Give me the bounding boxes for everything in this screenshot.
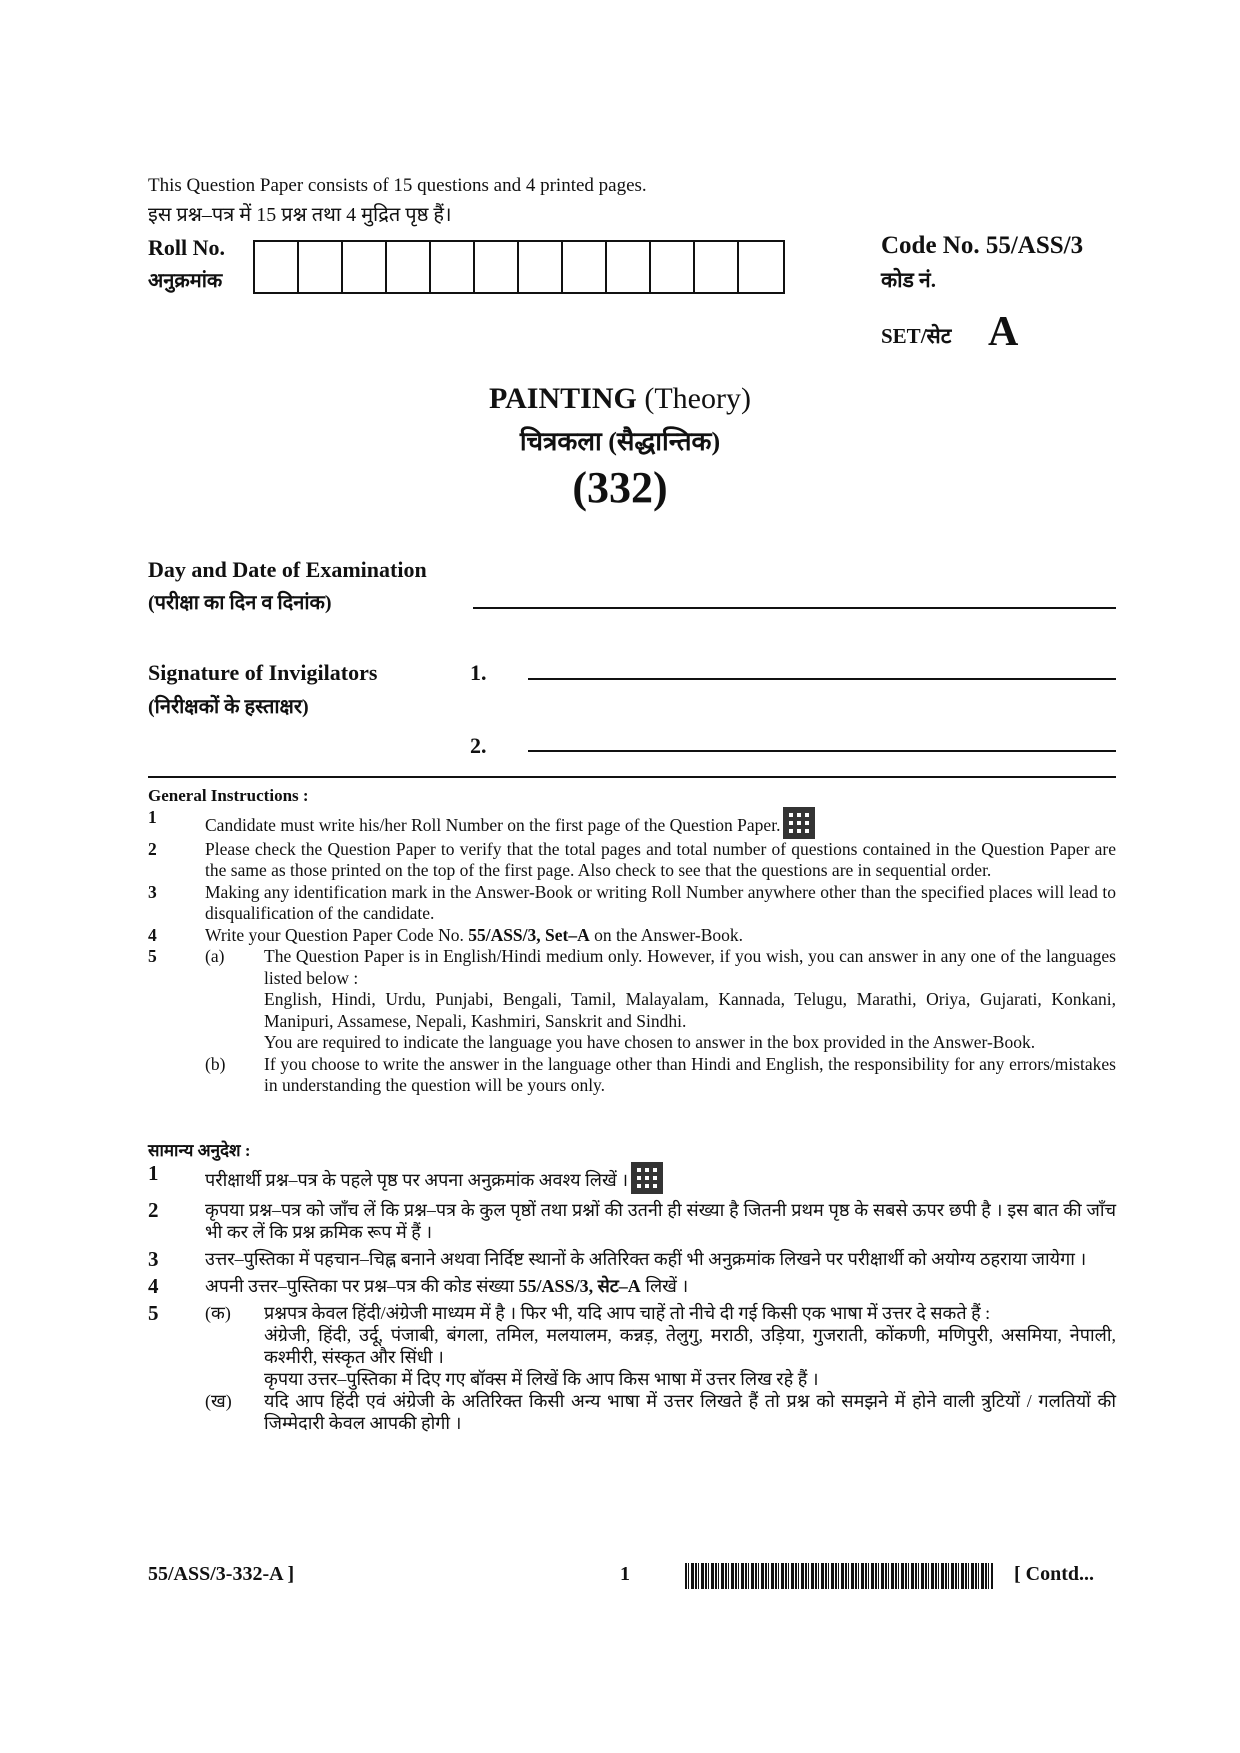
roll-box[interactable] [739,242,783,292]
subject-title: PAINTING (Theory) [489,382,751,415]
subject-title-hi: चित्रकला (सैद्धान्तिक) [519,427,721,456]
roll-box[interactable] [299,242,343,292]
roll-box[interactable] [387,242,431,292]
footer-contd: [ Contd... [1014,1563,1095,1585]
instruction-item: (b) If you choose to write the answer in the language other than Hindi and English, the responsibility for any errors/mistakes in understanding the question will be yours only. [205,1053,1116,1095]
instruction-item: 4 Write your Question Paper Code No. 55/ASS/3, Set–A on the Answer-Book. [148,924,743,945]
set-letter: A [988,309,1019,355]
roll-box[interactable] [607,242,651,292]
qr-code-icon [631,1162,663,1194]
instruction-item-hi: 5 (क) प्रश्नपत्र केवल हिंदी/अंग्रेजी माध्यम में है । फिर भी, यदि आप चाहें तो नीचे दी गई किसी एक भाषा में उत्तर दे सकते हैं : अंग्रेजी, हिंदी, उर्दू, पंजाबी, बंगला, तमिल, मलयालम, कन्नड़, तेलुगु, मराठी, उड़िया, गुजराती, कोंकणी, मणिपुरी, असमिया, नेपाली, कश्मीरी, संस्कृत और सिंधी । कृपया उत्तर–पुस्तिका में दिए गए बॉक्स में लिखें कि आप किस भाषा में उत्तर लिख रहे हैं । [148,1301,1116,1389]
page-number: 1 [620,1563,630,1585]
paper-title-block [0,382,1240,513]
code-number-label-hi: कोड नं. [881,268,936,292]
divider [148,776,1116,778]
instruction-item: 3 Making any identification mark in the Answer-Book or writing Roll Number anywhere other than the specified places will lead to disqualification of the candidate. [148,881,1116,923]
roll-number-label: Roll No. [148,235,225,260]
exam-date-line[interactable] [473,607,1116,609]
roll-box[interactable] [475,242,519,292]
invigilator-signature-label: Signature of Invigilators [148,660,378,685]
qr-code-icon [783,807,815,839]
instruction-item-hi: 2 कृपया प्रश्न–पत्र को जाँच लें कि प्रश्न–पत्र के कुल पृष्ठों तथा प्रश्नों की उतनी ही संख्या है जितनी प्रथम पृष्ठ के सबसे ऊपर छपी है । इस बात की जाँच भी कर लें कि प्रश्न क्रमिक रूप में हैं । [148,1198,1116,1242]
signature-2-number: 2. [470,733,487,758]
instruction-item: 2 Please check the Question Paper to verify that the total pages and total number of questions contained in the Question Paper are the same as those printed on the top of the first page. Also check to see that the questions are in sequential order. [148,838,1116,880]
roll-box[interactable] [431,242,475,292]
instruction-item: 1 Candidate must write his/her Roll Number on the first page of the Question Paper. [148,807,1116,839]
code-number: Code No. 55/ASS/3 [881,232,1084,259]
hindi-instructions [148,1140,1116,1434]
instruction-item-hi: 4 अपनी उत्तर–पुस्तिका पर प्रश्न–पत्र की कोड संख्या 55/ASS/3, सेट–A लिखें । [148,1274,689,1298]
general-instructions [148,785,1116,1097]
exam-date-label: Day and Date of Examination [148,557,427,582]
roll-box[interactable] [343,242,387,292]
exam-date-label-hi: (परीक्षा का दिन व दिनांक) [148,592,332,614]
roll-box[interactable] [695,242,739,292]
pages-info-hi: इस प्रश्न–पत्र में 15 प्रश्न तथा 4 मुद्रित पृष्ठ हैं। [148,204,452,226]
subject-code: (332) [572,463,668,512]
roll-number-label-hi: अनुक्रमांक [148,270,223,292]
roll-box[interactable] [255,242,299,292]
instruction-item: 5 (a) The Question Paper is in English/Hindi medium only. However, if you wish, you can answer in any one of the languages listed below : English, Hindi, Urdu, Punjabi, Bengali, Tamil, Malayalam, Kannada, Telugu, Marathi, Oriya, Gujarati, Konkani, Manipuri, Assamese, Nepali, Kashmiri, Sanskrit and Sindhi. You are required to indicate the language you have chosen to answer in the box provided in the Answer-Book. [148,946,1116,1052]
roll-box[interactable] [519,242,563,292]
instruction-item-hi: 1 परीक्षार्थी प्रश्न–पत्र के पहले पृष्ठ पर अपना अनुक्रमांक अवश्य लिखें । [148,1162,1116,1194]
pages-info-en: This Question Paper consists of 15 questions and 4 printed pages. [148,175,647,196]
roll-number-boxes[interactable] [253,240,785,294]
barcode-icon [685,1563,993,1589]
instruction-item-hi: 3 उत्तर–पुस्तिका में पहचान–चिह्न बनाने अथवा निर्दिष्ट स्थानों के अतिरिक्त कहीं भी अनुक्रमांक लिखने पर परीक्षार्थी को अयोग्य ठहराया जायेगा । [148,1247,1087,1271]
footer-paper-code: 55/ASS/3-332-A ] [148,1563,295,1585]
signature-1-line[interactable] [528,678,1116,680]
general-instructions-title: General Instructions : [148,786,309,805]
signature-1-number: 1. [470,660,487,685]
signature-2-line[interactable] [528,750,1116,752]
instruction-item-hi: (ख) यदि आप हिंदी एवं अंग्रेजी के अतिरिक्त किसी अन्य भाषा में उत्तर लिखते हैं तो प्रश्न को समझने में होने वाली त्रुटियों / गलतियों की जिम्मेदारी केवल आपकी होगी । [205,1391,1116,1433]
roll-box[interactable] [563,242,607,292]
invigilator-signature-label-hi: (निरीक्षकों के हस्ताक्षर) [148,696,309,718]
set-label: SET/सेट [881,324,952,348]
hindi-instructions-title: सामान्य अनुदेश : [148,1141,251,1160]
roll-box[interactable] [651,242,695,292]
